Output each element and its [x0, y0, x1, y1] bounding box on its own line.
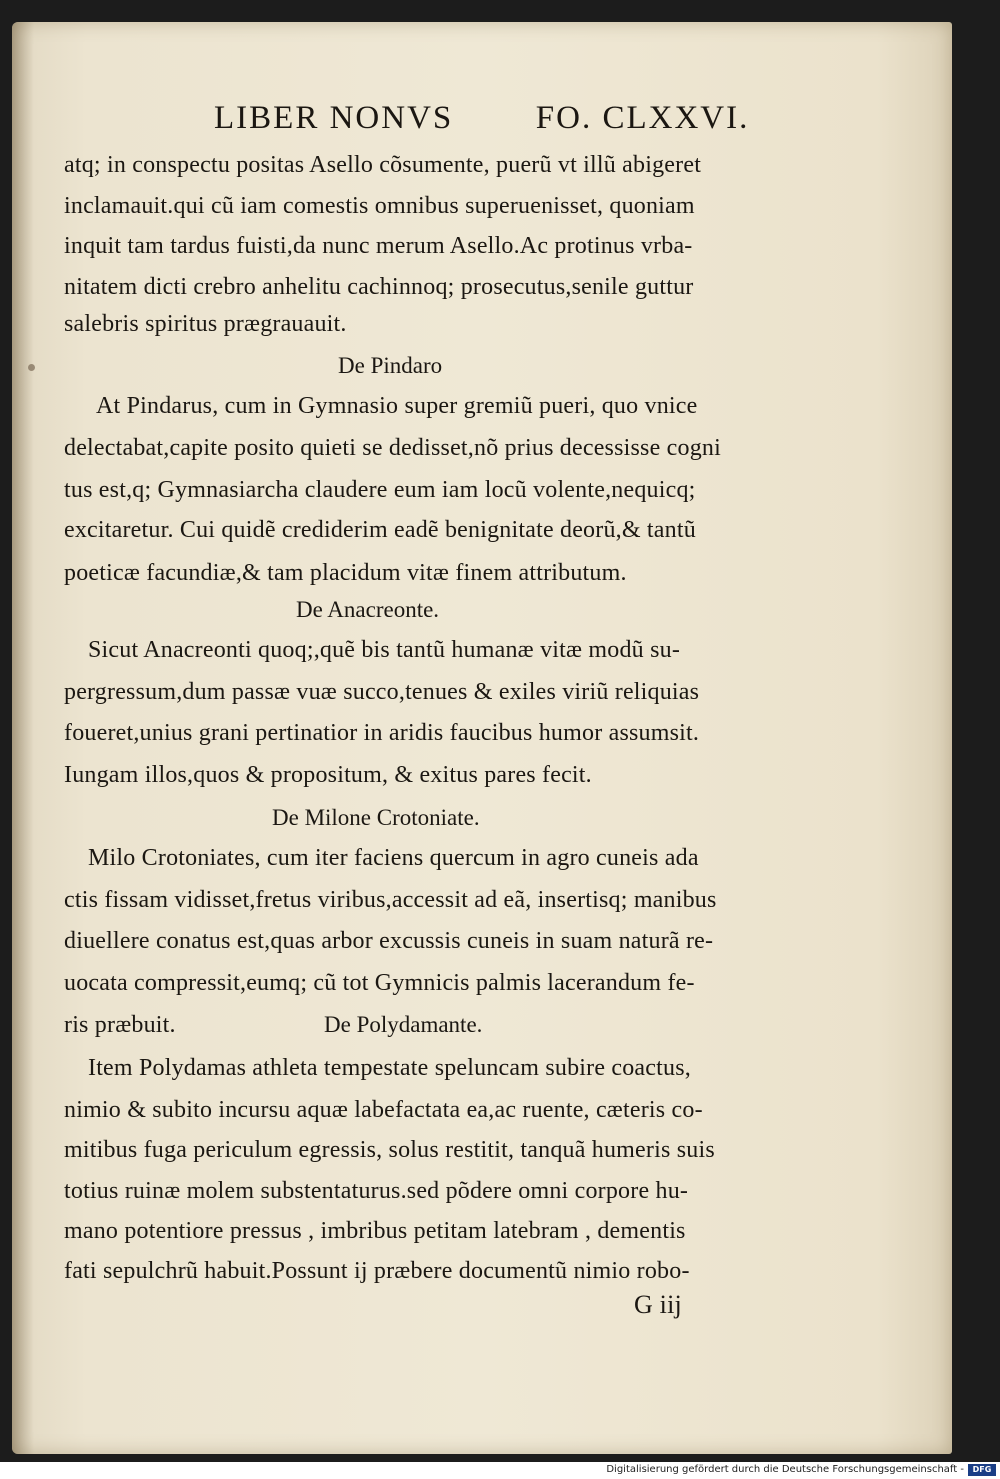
text-line: mitibus fuga periculum egressis, solus restitit, tanquã humeris suis: [64, 1137, 715, 1163]
text-line: salebris spiritus prægrauauit.: [64, 311, 347, 337]
text-line: Iungam illos,quos & propositum, & exitus pares fecit.: [64, 762, 592, 788]
text-line: delectabat,capite posito quieti se dedisset,nõ prius decessisse cogni: [64, 435, 721, 461]
text-line: ctis fissam vidisset,fretus viribus,accessit ad eã, insertisq; manibus: [64, 887, 717, 913]
section-heading: De Polydamante.: [324, 1012, 483, 1037]
text-line: mano potentiore pressus , imbribus petitam latebram , dementis: [64, 1218, 686, 1244]
running-header-folio: FO. CLXXVI.: [535, 100, 750, 136]
text-line: diuellere conatus est,quas arbor excussis cuneis in suam naturã re-: [64, 928, 714, 954]
text-line: nimio & subito incursu aquæ labefactata ea,ac ruente, cæteris co-: [64, 1097, 703, 1123]
footer-bar: [0, 1462, 1000, 1479]
text-line: inquit tam tardus fuisti,da nunc merum Asello.Ac protinus vrba-: [64, 233, 693, 259]
text-line: excitaretur. Cui quidẽ crediderim eadẽ benignitate deorũ,& tantũ: [64, 517, 696, 543]
running-header-book: LIBER NONVS: [214, 100, 454, 136]
text-line: tus est,q; Gymnasiarcha claudere eum iam locũ volente,nequicq;: [64, 477, 696, 503]
running-header: [214, 100, 749, 137]
text-line: nitatem dicti crebro anhelitu cachinnoq; prosecutus,senile guttur: [64, 274, 694, 300]
text-line: atq; in conspectu positas Asello cõsumente, puerũ vt illũ abigeret: [64, 152, 702, 178]
text-line: uocata compressit,eumq; cũ tot Gymnicis palmis lacerandum fe-: [64, 970, 695, 996]
text-line: inclamauit.qui cũ iam comestis omnibus superuenisset, quoniam: [64, 193, 695, 219]
text-line: poeticæ facundiæ,& tam placidum vitæ finem attributum.: [64, 560, 627, 586]
text-line: Item Polydamas athleta tempestate speluncam subire coactus,: [88, 1055, 691, 1081]
section-heading: De Pindaro: [338, 353, 443, 378]
page-gutter-shadow: [12, 22, 34, 1454]
text-line: pergressum,dum passæ vuæ succo,tenues & exiles viriũ reliquias: [64, 679, 700, 705]
text-line: Milo Crotoniates, cum iter faciens quercum in agro cuneis ada: [88, 845, 699, 871]
text-line: fati sepulchrũ habuit.Possunt ij præbere documentũ nimio robo-: [64, 1258, 690, 1284]
section-heading: De Milone Crotoniate.: [272, 805, 480, 830]
text-line: ris præbuit.: [64, 1012, 176, 1038]
signature-mark: G iij: [634, 1290, 682, 1319]
dfg-logo[interactable]: DFG: [968, 1464, 996, 1476]
text-line: foueret,unius grani pertinatior in aridis faucibus humor assumsit.: [64, 720, 700, 746]
text-line: At Pindarus, cum in Gymnasio super gremiũ pueri, quo vnice: [96, 393, 698, 419]
funding-credit: Digitalisierung gefördert durch die Deutsche Forschungsgemeinschaft -: [606, 1464, 964, 1475]
text-line: Sicut Anacreonti quoq;,quẽ bis tantũ humanæ vitæ modũ su-: [88, 637, 681, 663]
section-heading: De Anacreonte.: [296, 597, 440, 622]
text-line: totius ruinæ molem substentaturus.sed põdere omni corpore hu-: [64, 1178, 689, 1204]
margin-mark: [28, 364, 35, 371]
